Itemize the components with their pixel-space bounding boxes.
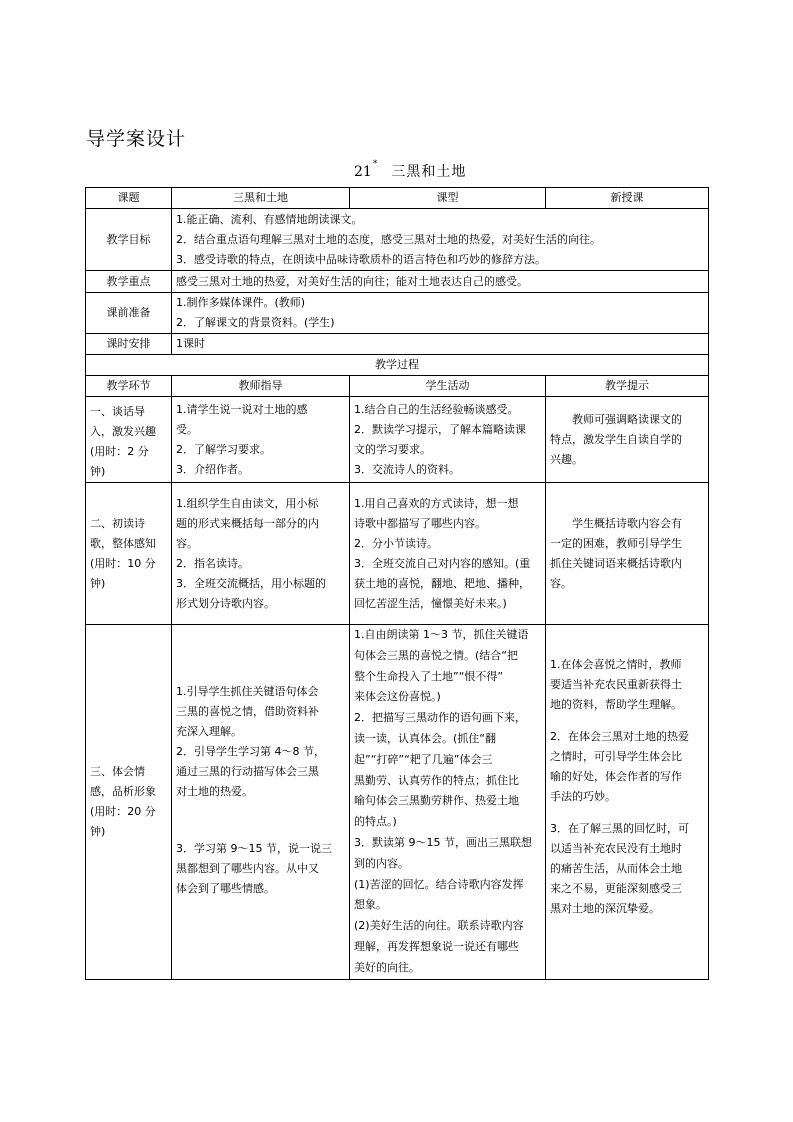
process-title: 教学过程 xyxy=(86,355,709,376)
student-line: 起”“打碎”“耙了几遍”体会三 xyxy=(354,752,493,766)
tips-line: 特点，激发学生自读自学的 xyxy=(550,432,682,446)
teacher-line: 1.组织学生自由读文，用小标 xyxy=(176,496,319,510)
tips-line: 一定的困难，教师引导学生 xyxy=(550,536,682,550)
teacher-line: 1.引导学生抓住关键语句体会 xyxy=(176,685,319,698)
type-label: 课型 xyxy=(350,188,546,209)
goals-label: 教学目标 xyxy=(86,209,172,271)
time-label: 课时安排 xyxy=(86,334,172,355)
teacher-line: 受。 xyxy=(176,423,198,436)
teacher-line: 充深入理解。 xyxy=(176,725,242,738)
teacher-line: 容。 xyxy=(176,536,198,550)
goals-row xyxy=(86,209,709,271)
student-line: 文的学习要求。 xyxy=(354,443,431,456)
tips-line: 学生概括诗歌内容会有 xyxy=(572,516,682,530)
page-title: 导学案设计 xyxy=(86,128,187,150)
stage-line: 钟) xyxy=(90,465,106,478)
header-teacher: 教师指导 xyxy=(172,376,350,397)
time-row xyxy=(86,334,709,355)
stage-row-1 xyxy=(86,397,709,483)
tips-line: 抓住关键词语来概括诗歌内 xyxy=(550,556,682,570)
student-line: 获土地的喜悦，翻地、耙地、播种， xyxy=(354,576,530,590)
student-line: 1.结合自己的生活经验畅谈感受。 xyxy=(354,403,519,416)
student-line: 3．默读第 9～15 节，画出三黑联想 xyxy=(354,835,532,849)
teacher-line: 通过三黑的行动描写体会三黑 xyxy=(176,765,319,778)
student-line: (2)美好生活的向往。联系诗歌内容 xyxy=(354,919,524,933)
tips-line: 2．在体会三黑对土地的热爱 xyxy=(550,730,689,743)
student-line: 来体会这份喜悦。) xyxy=(354,690,441,704)
tips-line: 1.在体会喜悦之情时，教师 xyxy=(550,658,682,671)
stage-line: 歌，整体感知 xyxy=(90,536,156,550)
teacher-line: 2．引导学生学习第 4～8 节， xyxy=(176,745,325,758)
teacher-line: 3．学习第 9～15 节，说一说三 xyxy=(176,842,332,855)
type-value: 新授课 xyxy=(546,188,709,209)
topic-row xyxy=(86,188,709,209)
goal-item: 3．感受诗歌的特点，在朗读中品味诗歌质朴的语言特色和巧妙的修辞方法。 xyxy=(176,252,546,266)
teacher-cell xyxy=(172,625,350,980)
focus-text: 感受三黑对土地的热爱，对美好生活的向往；能对土地表达自己的感受。 xyxy=(172,271,709,293)
student-line: 1.自由朗读第 1～3 节，抓住关键语 xyxy=(354,628,529,641)
stage-row-2 xyxy=(86,483,709,625)
teacher-line: 形式划分诗歌内容。 xyxy=(176,596,275,610)
lesson-title xyxy=(354,161,466,181)
prep-item: 2．了解课文的背景资料。(学生) xyxy=(176,316,335,329)
teacher-line: 3．介绍作者。 xyxy=(176,463,249,476)
student-line: 回忆苦涩生活，憧憬美好未来。) xyxy=(354,596,507,610)
student-line: 黑勤劳、认真劳作的特点；抓住比 xyxy=(354,773,519,787)
prep-row xyxy=(86,293,709,334)
student-line: 到的内容。 xyxy=(354,856,409,870)
student-cell xyxy=(350,483,546,625)
teacher-line: 体会到了哪些情感。 xyxy=(176,882,275,895)
student-cell xyxy=(350,397,546,483)
tips-line: 之情时，可引导学生体会比 xyxy=(550,750,682,763)
tips-line: 的痛苦生活，从而体会土地 xyxy=(550,862,682,875)
student-line: (1)苦涩的回忆。结合诗歌内容发挥 xyxy=(354,877,524,891)
teacher-line: 2．指名读诗。 xyxy=(176,556,249,570)
stage-cell xyxy=(86,625,172,980)
focus-label: 教学重点 xyxy=(86,271,172,293)
lesson-number: 21 xyxy=(354,164,372,180)
student-line: 整个生命投入了土地”“恨不得” xyxy=(354,669,504,683)
tips-line: 容。 xyxy=(550,576,572,590)
process-header-row xyxy=(86,376,709,397)
tips-line: 教师可强调略读课文的 xyxy=(572,412,682,426)
goal-item: 1.能正确、流利、有感情地朗读课文。 xyxy=(176,212,363,226)
stage-line: 二、初读诗 xyxy=(90,516,145,530)
student-line: 3．交流诗人的资料。 xyxy=(354,463,460,476)
teacher-line: 3．全班交流概括，用小标题的 xyxy=(176,576,326,590)
teacher-line: 黑都想到了哪些内容。从中又 xyxy=(176,862,319,875)
stage-line: (用时：2 分 xyxy=(90,445,149,458)
stage-cell xyxy=(86,483,172,625)
stage-line: 入，激发兴趣 xyxy=(90,425,156,438)
stage-line: 一、谈话导 xyxy=(90,405,145,418)
tips-line: 3．在了解三黑的回忆时，可 xyxy=(550,822,689,835)
tips-cell xyxy=(546,397,709,483)
teacher-cell xyxy=(172,483,350,625)
stage-row-3 xyxy=(86,625,709,980)
tips-line: 喻的好处，体会作者的写作 xyxy=(550,770,682,783)
topic-label: 课题 xyxy=(86,188,172,209)
stage-line: 钟) xyxy=(90,576,106,590)
student-line: 3．全班交流自己对内容的感知。(重 xyxy=(354,556,531,570)
student-line: 美好的向往。 xyxy=(354,960,420,974)
stage-line: (用时：20 分 xyxy=(90,804,156,818)
stage-line: (用时：10 分 xyxy=(90,556,156,570)
tips-line: 要适当补充农民重新获得土 xyxy=(550,678,682,691)
topic-value: 三黑和土地 xyxy=(172,188,350,209)
stage-line: 三、体会情 xyxy=(90,764,145,778)
student-line: 喻句体会三黑勤劳耕作、热爱土地 xyxy=(354,794,519,808)
process-title-row xyxy=(86,355,709,376)
header-student: 学生活动 xyxy=(350,376,546,397)
student-line: 2．把描写三黑动作的语句画下来， xyxy=(354,711,526,725)
time-value: 1课时 xyxy=(172,334,709,355)
prep-item: 1.制作多媒体课件。(教师) xyxy=(176,296,306,309)
student-line: 读一读，认真体会。(抓住“翻 xyxy=(354,731,496,745)
teacher-line: 对土地的热爱。 xyxy=(176,785,253,798)
teacher-line: 1.请学生说一说对土地的感 xyxy=(176,403,308,416)
tips-line: 兴趣。 xyxy=(550,452,583,466)
teacher-cell xyxy=(172,397,350,483)
student-line: 2．默读学习提示，了解本篇略读课 xyxy=(354,423,526,436)
student-line: 想象。 xyxy=(354,898,387,912)
student-line: 的特点。) xyxy=(354,815,397,829)
student-line: 诗歌中都描写了哪些内容。 xyxy=(354,516,486,530)
teacher-line: 三黑的喜悦之情，借助资料补 xyxy=(176,705,319,718)
teacher-line: 题的形式来概括每一部分的内 xyxy=(176,516,319,530)
lesson-name: 三黑和土地 xyxy=(391,164,467,180)
tips-line: 手法的巧妙。 xyxy=(550,790,616,803)
goals-cell xyxy=(172,209,709,271)
teacher-line: 2．了解学习要求。 xyxy=(176,443,271,456)
lesson-mark: * xyxy=(372,159,378,169)
lesson-plan-table xyxy=(85,187,709,980)
stage-cell xyxy=(86,397,172,483)
prep-cell xyxy=(172,293,709,334)
tips-line: 来之不易，更能深刻感受三 xyxy=(550,882,682,895)
student-cell xyxy=(350,625,546,980)
tips-line: 以适当补充农民没有土地时 xyxy=(550,842,682,855)
header-tips: 教学提示 xyxy=(546,376,709,397)
goal-item: 2．结合重点语句理解三黑对土地的态度，感受三黑对土地的热爱，对美好生活的向往。 xyxy=(176,232,601,246)
student-line: 句体会三黑的喜悦之情。(结合“把 xyxy=(354,648,518,662)
student-line: 2．分小节读诗。 xyxy=(354,536,438,550)
student-line: 理解，再发挥想象说一说还有哪些 xyxy=(354,939,519,953)
tips-cell xyxy=(546,625,709,980)
tips-cell xyxy=(546,483,709,625)
prep-label: 课前准备 xyxy=(86,293,172,334)
header-stage: 教学环节 xyxy=(86,376,172,397)
stage-line: 钟) xyxy=(90,824,106,838)
stage-line: 感，品析形象 xyxy=(90,784,156,798)
tips-line: 黑对土地的深沉挚爱。 xyxy=(550,902,660,915)
tips-line: 地的资料，帮助学生理解。 xyxy=(550,698,682,711)
focus-row xyxy=(86,271,709,293)
student-line: 1.用自己喜欢的方式读诗，想一想 xyxy=(354,496,519,510)
